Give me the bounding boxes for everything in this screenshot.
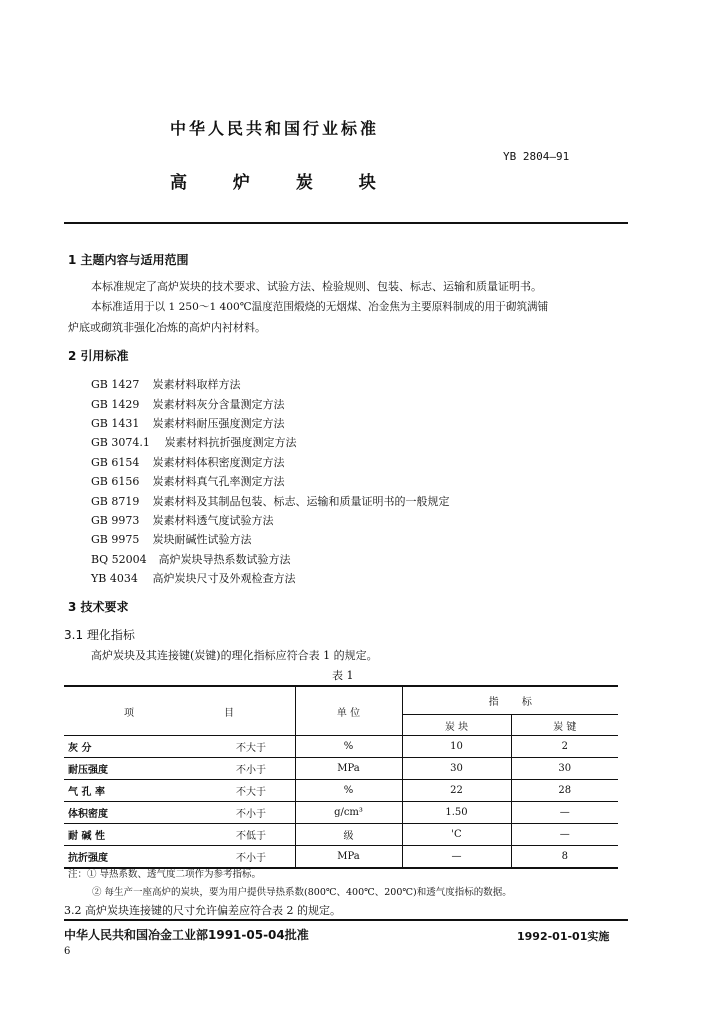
table-note-2: ② 每生产一座高炉的炭块，要为用户提供导热系数(800℃、400℃、200℃)和透气度指标的数据。 [92, 887, 512, 898]
row-key-value: 8 [511, 846, 618, 869]
reference-item: GB 6154 炭素材料体积密度测定方法 [91, 456, 285, 469]
reference-item: BQ 52004 高炉炭块导热系数试验方法 [91, 553, 291, 566]
row-key-value: 28 [511, 780, 618, 802]
section-3-1-heading: 3.1 理化指标 [64, 628, 135, 642]
row-unit: MPa [295, 846, 402, 869]
row-unit: MPa [295, 758, 402, 780]
section-2-heading: 2 引用标准 [68, 349, 129, 363]
header-key: 炭 键 [511, 715, 618, 736]
reference-item: YB 4034 高炉炭块尺寸及外观检查方法 [91, 572, 296, 585]
reference-item: GB 3074.1 炭素材料抗折强度测定方法 [91, 436, 297, 449]
row-condition: 不低于 [156, 824, 295, 846]
section-3-1-text: 高炉炭块及其连接键(炭键)的理化指标应符合表 1 的规定。 [91, 649, 378, 662]
table-header-row [64, 686, 618, 715]
document-title: 高 炉 炭 块 [170, 173, 376, 193]
row-key-value: 2 [511, 736, 618, 758]
header-item-cell: 项 目 [64, 686, 295, 736]
header-index: 指 标 [402, 686, 618, 715]
row-condition: 不小于 [156, 802, 295, 824]
row-block-value: — [402, 846, 511, 869]
row-block-value: 'C [402, 824, 511, 846]
table-row [64, 736, 618, 758]
table-row [64, 824, 618, 846]
row-condition: 不小于 [156, 846, 295, 869]
row-unit: % [295, 780, 402, 802]
row-block-value: 22 [402, 780, 511, 802]
standard-code: YB 2804—91 [503, 150, 570, 163]
table-row [64, 780, 618, 802]
section-3-2-text: 3.2 高炉炭块连接键的尺寸允许偏差应符合表 2 的规定。 [64, 904, 341, 917]
row-name: 体积密度 [64, 802, 156, 824]
row-condition: 不大于 [156, 736, 295, 758]
reference-item: GB 1427 炭素材料取样方法 [91, 378, 241, 391]
row-name: 耐压强度 [64, 758, 156, 780]
table-note-1: 注：① 导热系数、透气度二项作为参考指标。 [68, 869, 262, 880]
reference-item: GB 9973 炭素材料透气度试验方法 [91, 514, 274, 527]
section-1-paragraph-2b: 炉底或砌筑非强化冶炼的高炉内衬材料。 [68, 321, 266, 334]
row-name: 灰 分 [64, 736, 156, 758]
header-rule [64, 222, 628, 224]
table-caption: 表 1 [332, 669, 354, 682]
row-key-value: — [511, 824, 618, 846]
header-unit: 单 位 [295, 686, 402, 736]
section-3-heading: 3 技术要求 [68, 600, 129, 614]
row-name: 气 孔 率 [64, 780, 156, 802]
row-block-value: 1.50 [402, 802, 511, 824]
reference-item: GB 8719 炭素材料及其制品包装、标志、运输和质量证明书的一般规定 [91, 495, 450, 508]
reference-item: GB 9975 炭块耐碱性试验方法 [91, 533, 252, 546]
reference-item: GB 1431 炭素材料耐压强度测定方法 [91, 417, 285, 430]
table-row [64, 802, 618, 824]
page-number: 6 [64, 946, 71, 957]
row-name: 耐 碱 性 [64, 824, 156, 846]
row-key-value: — [511, 802, 618, 824]
header-block: 炭 块 [402, 715, 511, 736]
footer-rule [64, 919, 628, 921]
section-1-paragraph-2a: 本标准适用于以 1 250～1 400℃温度范围煅烧的无烟煤、冶金焦为主要原料制成的用于砌筑满铺 [91, 301, 549, 313]
standard-org-title: 中华人民共和国行业标准 [170, 119, 380, 138]
row-unit: % [295, 736, 402, 758]
reference-item: GB 1429 炭素材料灰分含量测定方法 [91, 398, 285, 411]
row-unit: g/cm³ [295, 802, 402, 824]
row-unit: 级 [295, 824, 402, 846]
table-row [64, 846, 618, 869]
section-1-paragraph-1: 本标准规定了高炉炭块的技术要求、试验方法、检验规则、包装、标志、运输和质量证明书。 [91, 280, 542, 293]
physical-chemical-index-table [64, 685, 618, 869]
table-row [64, 758, 618, 780]
row-condition: 不大于 [156, 780, 295, 802]
row-condition: 不小于 [156, 758, 295, 780]
reference-item: GB 6156 炭素材料真气孔率测定方法 [91, 475, 285, 488]
implementation-date: 1992-01-01实施 [517, 930, 610, 943]
section-1-heading: 1 主题内容与适用范围 [68, 253, 189, 267]
row-name: 抗折强度 [64, 846, 156, 869]
row-key-value: 30 [511, 758, 618, 780]
row-block-value: 30 [402, 758, 511, 780]
row-block-value: 10 [402, 736, 511, 758]
approval-line: 中华人民共和国冶金工业部1991-05-04批准 [64, 928, 309, 942]
